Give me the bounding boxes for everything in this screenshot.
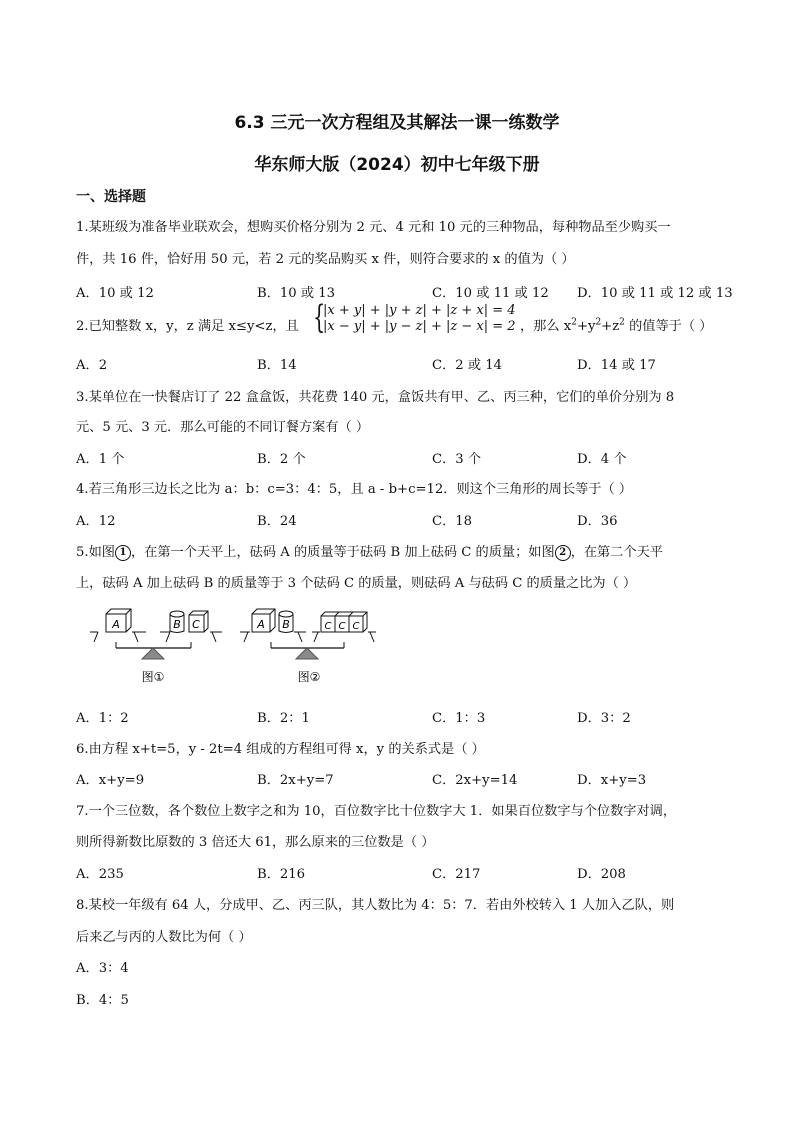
- q1-option-a: A．10 或 12: [76, 286, 154, 301]
- q7-text-line1: 7.一个三位数，各个数位上数字之和为 10，百位数字比十位数字大 1．如果百位数字与个位数字对调，: [76, 804, 677, 819]
- q1-text-line2: 件，共 16 件，恰好用 50 元，若 2 元的奖品购买 x 件，则符合要求的 x 的值为（ ）: [76, 252, 575, 267]
- q2-sup-2: 2: [595, 317, 602, 328]
- q3-option-b: B．2 个: [257, 452, 306, 467]
- q3-option-c: C．3 个: [432, 452, 482, 467]
- q6-option-c: C．2x+y=14: [432, 773, 518, 788]
- q4-text-line1: 4.若三角形三边长之比为 a：b：c=3：4：5，且 a - b+c=12．则这个三角形的周长等于（ ）: [76, 482, 633, 497]
- page-subtitle: 华东师大版（2024）初中七年级下册: [254, 155, 540, 175]
- fulcrum-2: [296, 648, 318, 659]
- q8-option-a: A．3：4: [76, 961, 129, 976]
- q6-option-a: A．x+y=9: [76, 773, 145, 788]
- q5-option-c: C．1：3: [432, 711, 486, 726]
- q2-sup-3: 2: [619, 317, 625, 328]
- q5-text-line2: 上，砝码 A 加上砝码 B 的质量等于 3 个砝码 C 的质量，则砝码 A 与砝码 C 的质量之比为（ ）: [76, 576, 637, 591]
- q8-text-line1: 8.某校一年级有 64 人，分成甲、乙、丙三队，其人数比为 4：5：7．若由外校转入 1 人加入乙队，则: [76, 898, 675, 913]
- block-a-label-2: A: [257, 618, 265, 631]
- balance-figure-2: [240, 609, 376, 684]
- q8-text-line2: 后来乙与丙的人数比为何（ ）: [76, 930, 252, 945]
- q5-circle-2: 2: [555, 545, 571, 561]
- balance-figure-1: [90, 609, 222, 684]
- q3-option-a: A．1 个: [76, 452, 125, 467]
- q1-option-d: D．10 或 11 或 12 或 13: [577, 286, 733, 301]
- q2-text-post: [520, 315, 712, 334]
- q5-circle-1: 1: [115, 545, 131, 561]
- q2-post-a: ，那么 x: [520, 319, 572, 334]
- q4-option-b: B．24: [257, 514, 297, 529]
- brace-symbol: {: [313, 298, 326, 336]
- block-b-label-2: B: [282, 618, 290, 631]
- q7-option-c: C．217: [432, 867, 481, 882]
- block-c-label-2b: C: [338, 621, 346, 632]
- q7-option-d: D．208: [577, 867, 626, 882]
- q2-post-d: 的值等于（ ）: [624, 319, 713, 334]
- q3-option-d: D．4 个: [577, 452, 627, 467]
- q4-option-d: D．36: [577, 514, 618, 529]
- q2-option-a: A．2: [76, 358, 108, 373]
- q3-text-line2: 元、5 元、3 元．那么可能的不同订餐方案有（ ）: [76, 420, 370, 435]
- q7-option-a: A．235: [76, 867, 124, 882]
- q6-text-line1: 6.由方程 x+t=5，y - 2t=4 组成的方程组可得 x，y 的关系式是（ ）: [76, 742, 485, 757]
- q2-post-c: +z: [601, 319, 620, 334]
- q2-option-d: D．14 或 17: [577, 358, 656, 373]
- q7-option-b: B．216: [257, 867, 306, 882]
- q4-option-c: C．18: [432, 514, 473, 529]
- q8-option-b: B．4：5: [76, 993, 129, 1008]
- q3-text-line1: 3.某单位在一快餐店订了 22 盒盒饭，共花费 140 元，盒饭共有甲、乙、丙三种，它们的单价分别为 8: [76, 390, 675, 405]
- block-c-label: C: [192, 618, 200, 631]
- q7-text-line2: 则所得新数比原数的 3 倍还大 61，那么原来的三位数是（ ）: [76, 835, 435, 850]
- q5-option-a: A．1：2: [76, 711, 129, 726]
- q5-option-d: D．3：2: [577, 711, 631, 726]
- q2-text-pre: 2.已知整数 x，y，z 满足 x≤y<z，且: [76, 319, 299, 334]
- q2-equation-2: |x − y| + |y − z| + |z − x| = 2: [323, 319, 516, 334]
- block-c-label-2c: C: [352, 621, 360, 632]
- q4-option-a: A．12: [76, 514, 116, 529]
- q5-pre: 5.如图: [76, 545, 115, 560]
- q2-sup-1: 2: [571, 317, 577, 328]
- block-b-label: B: [173, 618, 181, 631]
- figure-1-label: 图①: [141, 670, 165, 684]
- block-a-label: A: [112, 618, 120, 631]
- q5-mid: ，在第一个天平上，砝码 A 的质量等于砝码 B 加上砝码 C 的质量；如图: [130, 545, 555, 560]
- q5-text-line1: [76, 541, 663, 561]
- q2-equation-1: |x + y| + |y + z| + |z + x| = 4: [323, 303, 516, 318]
- q1-text-line1: 1.某班级为准备毕业联欢会，想购买价格分别为 2 元、4 元和 10 元的三种物品，每种物品至少购买一: [76, 220, 671, 235]
- page-title: 6.3 三元一次方程组及其解法一课一练数学: [234, 113, 560, 133]
- q6-option-d: D．x+y=3: [577, 773, 647, 788]
- q2-equation-system: [313, 298, 516, 337]
- q2-option-b: B．14: [257, 358, 297, 373]
- fulcrum-1: [142, 648, 164, 659]
- q5-option-b: B．2：1: [257, 711, 310, 726]
- balance-figures: [76, 600, 406, 695]
- figure-2-label: 图②: [297, 670, 321, 684]
- q2-post-b: +y: [576, 319, 596, 334]
- section-heading: 一、选择题: [76, 189, 146, 205]
- block-c-label-2a: C: [324, 621, 332, 632]
- q1-option-b: B．10 或 13: [257, 286, 336, 301]
- q2-option-c: C．2 或 14: [432, 358, 503, 373]
- q1-option-c: C．10 或 11 或 12: [432, 286, 549, 301]
- q6-option-b: B．2x+y=7: [257, 773, 334, 788]
- q5-end: ，在第二个天平: [570, 545, 663, 560]
